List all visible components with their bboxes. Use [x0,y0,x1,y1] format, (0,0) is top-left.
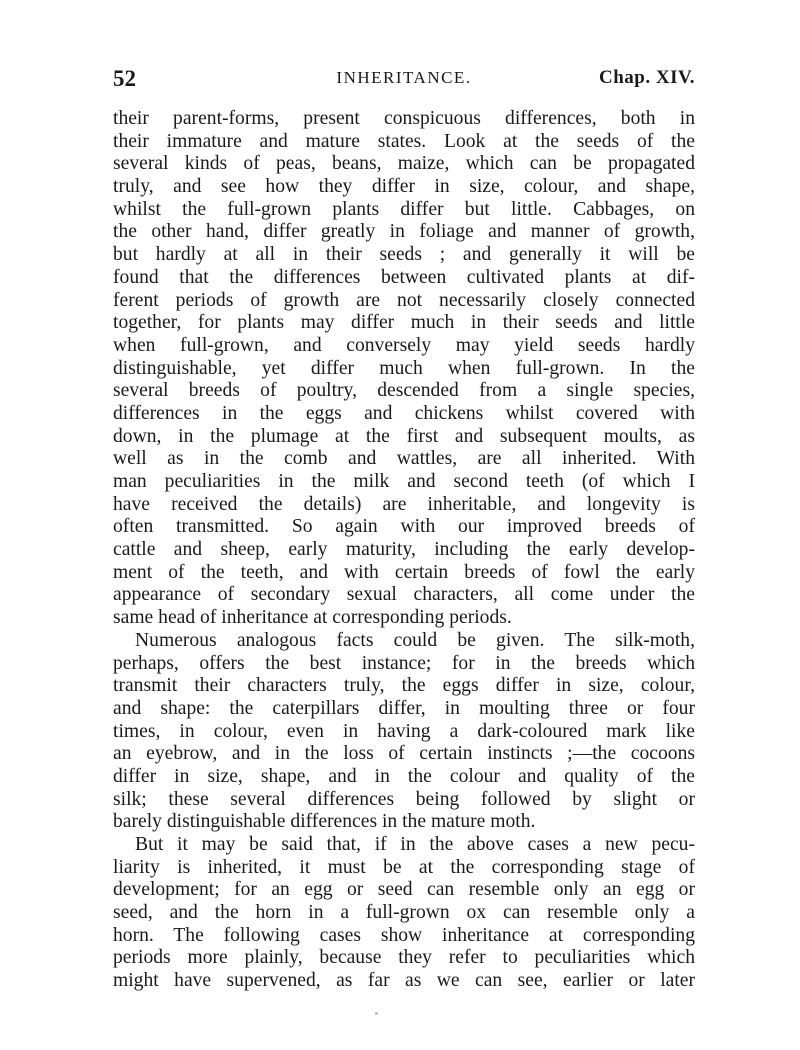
text-line: liarity is inherited, it must be at the corresponding stage of [113,856,695,878]
text-line: truly, and see how they differ in size, colour, and shape, [113,176,695,198]
text-line: well as in the comb and wattles, are all inherited. With [113,448,695,470]
text-line: together, for plants may differ much in their seeds and little [113,312,695,334]
text-line: silk; these several differences being followed by slight or [113,788,695,810]
text-line: often transmitted. So again with our improved breeds of [113,516,695,538]
body-text [113,108,695,993]
text-line: might have supervened, as far as we can see, earlier or later [113,970,695,992]
text-line: differences in the eggs and chickens whilst covered with [113,402,695,424]
text-line: cattle and sheep, early maturity, including the early develop- [113,539,695,561]
text-line: times, in colour, even in having a dark-coloured mark like [113,720,695,742]
text-line: whilst the full-grown plants differ but little. Cabbages, on [113,198,695,220]
paragraph [113,834,695,993]
text-line: differ in size, shape, and in the colour and quality of the [113,765,695,787]
text-line: seed, and the horn in a full-grown ox can resemble only a [113,902,695,924]
text-line: their immature and mature states. Look at the seeds of the [113,130,695,152]
text-line: an eyebrow, and in the loss of certain instincts ;—the cocoons [113,743,695,765]
text-line: same head of inheritance at corresponding periods. [113,607,512,629]
chapter-label: Chap. XIV. [599,67,695,88]
text-line: development; for an egg or seed can resemble only an egg or [113,879,695,901]
paragraph [113,108,695,630]
text-line: ment of the teeth, and with certain breeds of fowl the early [113,561,695,583]
text-line: found that the differences between cultivated plants at dif- [113,266,695,288]
text-line: distinguishable, yet differ much when full-grown. In the [113,357,695,379]
paper-speck [375,1012,378,1015]
text-line: several kinds of peas, beans, maize, which can be propagated [113,153,695,175]
page-number: 52 [113,66,136,91]
text-line: but hardly at all in their seeds ; and generally it will be [113,244,695,266]
text-line: But it may be said that, if in the above cases a new pecu- [135,834,695,855]
paragraph [113,630,695,834]
text-line: several breeds of poultry, descended from a single species, [113,380,695,402]
text-line: have received the details) are inheritable, and longevity is [113,493,695,515]
running-title: INHERITANCE. [336,68,472,87]
text-line: the other hand, differ greatly in foliage and manner of growth, [113,221,695,243]
page-header [113,66,695,96]
text-line: their parent-forms, present conspicuous differences, both in [113,108,695,129]
text-line: ferent periods of growth are not necessarily closely connected [113,289,695,311]
text-line: horn. The following cases show inheritance at corresponding [113,924,695,946]
text-line: down, in the plumage at the first and subsequent moults, as [113,425,695,447]
text-line: perhaps, offers the best instance; for in the breeds which [113,652,695,674]
text-line: and shape: the caterpillars differ, in moulting three or four [113,697,695,719]
text-line: transmit their characters truly, the eggs differ in size, colour, [113,675,695,697]
text-line: periods more plainly, because they refer to peculiarities which [113,947,695,969]
text-line: when full-grown, and conversely may yield seeds hardly [113,334,695,356]
text-line: Numerous analogous facts could be given. The silk-moth, [135,629,695,651]
text-line: man peculiarities in the milk and second teeth (of which I [113,471,695,492]
text-line: barely distinguishable differences in the mature moth. [113,811,536,833]
text-line: appearance of secondary sexual characters, all come under the [113,584,695,606]
